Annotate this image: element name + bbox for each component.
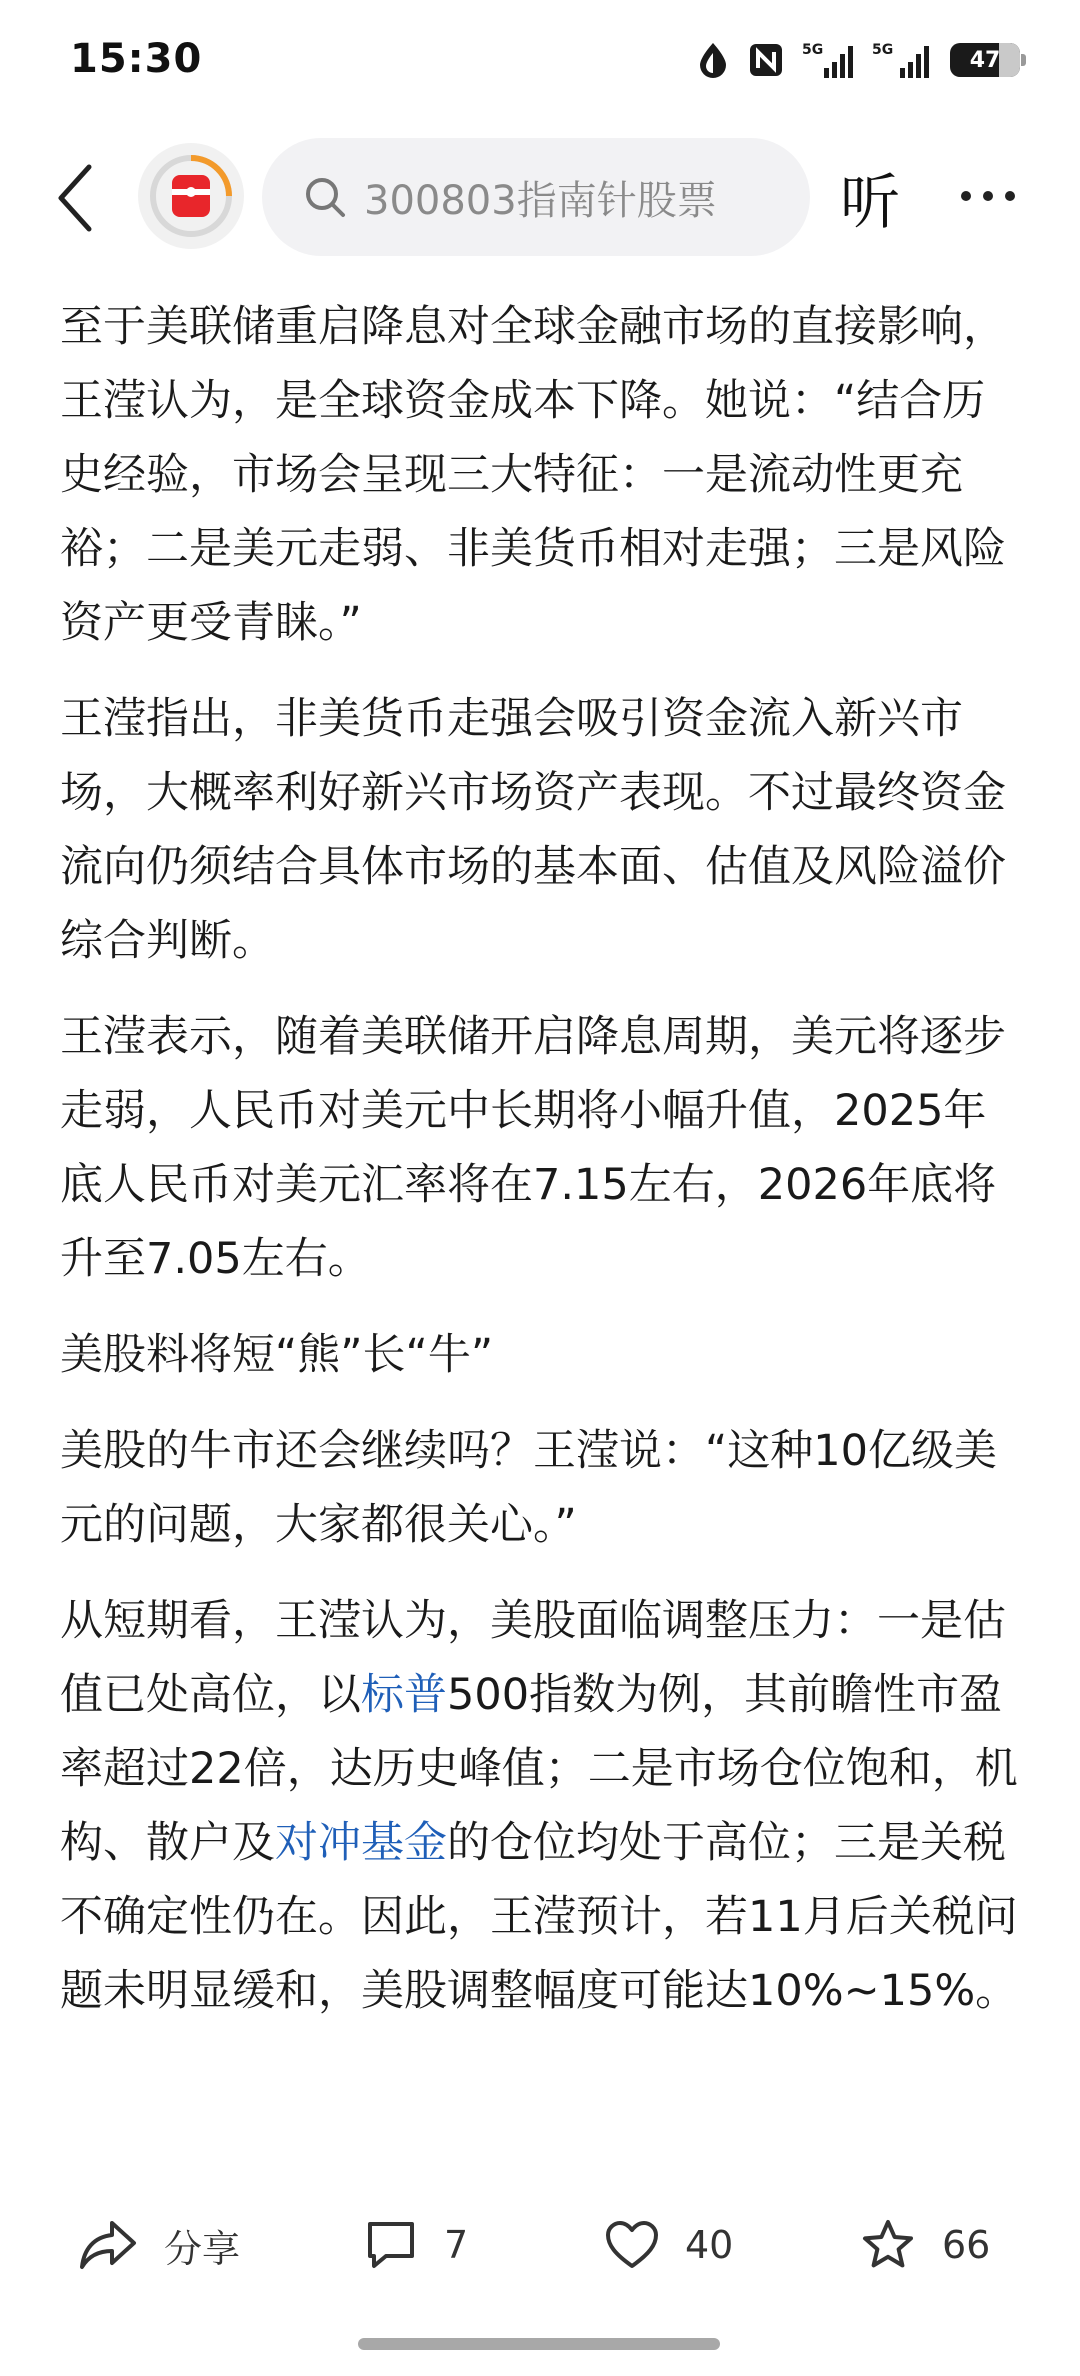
signal-5g-icon-1 xyxy=(802,40,854,80)
comment-count: 7 xyxy=(444,2223,469,2267)
article-paragraph: 王滢表示，随着美联储开启降息周期，美元将逐步走弱，人民币对美元中长期将小幅升值，2025年底人民币对美元汇率将在7.15左右，2026年底将升至7.05左右。 xyxy=(60,1012,1006,1284)
article-paragraph: 至于美联储重启降息对全球金融市场的直接影响，王滢认为，是全球资金成本下降。她说：“结合历史经验，市场会呈现三大特征：一是流动性更充裕；二是美元走弱、非美货币相对走强；三是风险资产更受青睐。” xyxy=(60,302,1006,648)
back-arrow-icon xyxy=(55,163,95,233)
more-dot-icon xyxy=(1005,191,1015,201)
status-time: 15:30 xyxy=(70,36,203,82)
search-icon xyxy=(300,172,350,222)
comment-button[interactable] xyxy=(364,2210,468,2280)
favorite-count: 66 xyxy=(942,2223,991,2267)
search-input[interactable]: 300803指南针股票 xyxy=(364,177,717,224)
more-options-button[interactable] xyxy=(948,166,1028,226)
star-icon xyxy=(860,2218,916,2272)
do-not-disturb-icon xyxy=(696,41,730,79)
top-nav xyxy=(0,128,1080,268)
article-subheading: 美股料将短“熊”长“牛” xyxy=(60,1330,494,1380)
article-paragraph-with-links xyxy=(60,1584,1020,2028)
signal-5g-icon-2 xyxy=(872,40,932,80)
status-icons xyxy=(696,40,1020,80)
article-body xyxy=(60,290,1020,2050)
share-label: 分享 xyxy=(164,2226,241,2271)
more-dot-icon xyxy=(961,191,971,201)
status-bar xyxy=(0,0,1080,120)
favorite-button[interactable] xyxy=(860,2210,990,2280)
share-icon xyxy=(78,2217,138,2273)
network-label-1: 5G xyxy=(802,42,824,58)
link-sp500[interactable]: 标普 xyxy=(361,1670,447,1720)
link-hedge-fund[interactable]: 对冲基金 xyxy=(275,1818,447,1868)
like-button[interactable] xyxy=(605,2210,733,2280)
text-span: 500指数为例，其前瞻性市盈率超过22倍，达历史峰值；二是市场仓位饱和，机构、散户及 xyxy=(60,1670,1018,1868)
listen-button[interactable]: 听 xyxy=(840,168,900,238)
article-paragraph: 美股的牛市还会继续吗？王滢说：“这种10亿级美元的问题，大家都很关心。” xyxy=(60,1426,997,1550)
text-span: 从短期看，王滢认为，美股面临调整压力：一是估值已处高位，以 xyxy=(60,1596,1006,1720)
article-paragraph: 王滢指出，非美货币走强会吸引资金流入新兴市场，大概率利好新兴市场资产表现。不过最终资金流向仍须结合具体市场的基本面、估值及风险溢价综合判断。 xyxy=(60,694,1006,966)
battery-level: 47 xyxy=(969,47,1001,73)
comment-icon xyxy=(364,2218,418,2272)
heart-icon xyxy=(605,2220,659,2270)
back-button[interactable] xyxy=(40,158,110,238)
network-label-2: 5G xyxy=(872,42,894,58)
like-count: 40 xyxy=(685,2223,734,2267)
share-button[interactable] xyxy=(78,2210,240,2280)
nfc-icon xyxy=(748,42,784,78)
home-indicator[interactable] xyxy=(358,2338,720,2350)
more-dot-icon xyxy=(983,191,993,201)
search-box[interactable] xyxy=(262,138,810,256)
battery-icon xyxy=(950,43,1020,77)
app-logo[interactable] xyxy=(138,143,244,249)
app-logo-icon xyxy=(146,151,236,241)
action-bar xyxy=(0,2180,1080,2310)
text-span: 的仓位均处于高位；三是关税不确定性仍在。因此，王滢预计，若11月后关税问题未明显缓和，美股调整幅度可能达10%~15%。 xyxy=(60,1818,1019,2016)
